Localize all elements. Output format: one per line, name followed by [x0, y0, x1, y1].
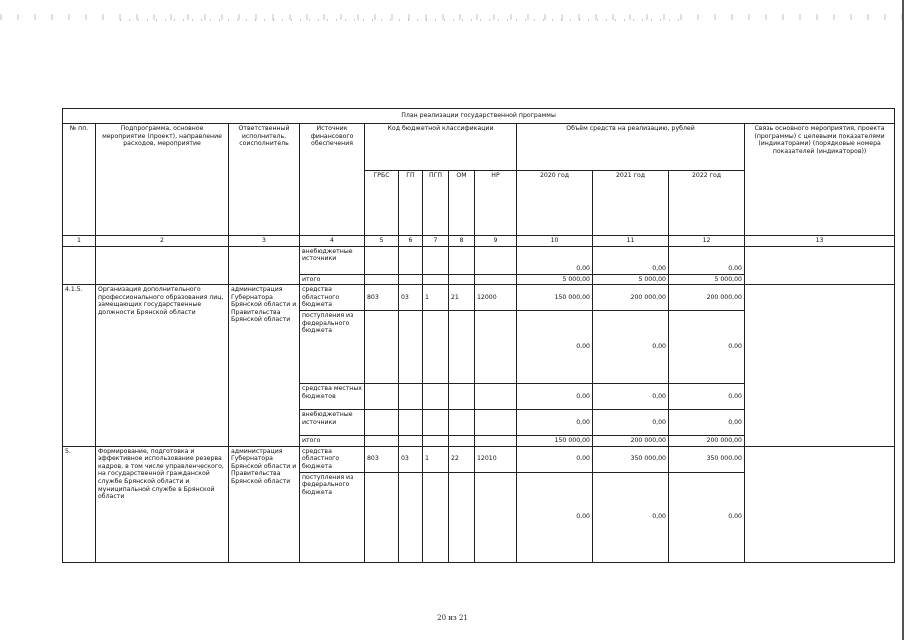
table-row — [63, 246, 895, 274]
column-number: 6 — [399, 236, 423, 247]
column-number: 7 — [423, 236, 449, 247]
header-grbs: ГРБС — [365, 171, 399, 236]
plan-table — [62, 108, 895, 563]
value-2020: 0,00 — [517, 384, 593, 410]
source-cell: итого — [300, 274, 365, 285]
column-number-row — [63, 236, 895, 247]
value-2021: 200 000,00 — [593, 436, 669, 447]
header-subprogram: Подпрограмма, основное мероприятие (проект), направление расходов, мероприятие — [96, 124, 229, 236]
header-nr: НР — [475, 171, 517, 236]
item-number: 5. — [63, 446, 96, 562]
value-2021: 0,00 — [593, 311, 669, 384]
header-2021: 2021 год — [593, 171, 669, 236]
value-2022: 200 000,00 — [669, 285, 745, 311]
value-2022: 0,00 — [669, 311, 745, 384]
page-edge — [902, 0, 904, 640]
om-cell: 22 — [449, 446, 475, 472]
nr-cell: 12000 — [475, 285, 517, 311]
value-2020: 0,00 — [517, 311, 593, 384]
value-2021: 0,00 — [593, 410, 669, 436]
pgp-cell: 1 — [423, 446, 449, 472]
source-cell: внебюджетные источники — [300, 246, 365, 274]
grbs-cell: 803 — [365, 446, 399, 472]
value-2021: 0,00 — [593, 246, 669, 274]
grbs-cell: 803 — [365, 285, 399, 311]
item-title: Организация дополнительного профессионального образования лиц, замещающих государственные должности Брянской области — [96, 285, 229, 447]
header-pgp: ПГП — [423, 171, 449, 236]
value-2020: 0,00 — [517, 446, 593, 472]
header-om: ОМ — [449, 171, 475, 236]
value-2020: 0,00 — [517, 410, 593, 436]
item-responsible: администрация Губернатора Брянской области и Правительства Брянской области — [229, 446, 300, 562]
header-volume: Объём средств на реализацию, рублей — [517, 124, 745, 171]
value-2022: 5 000,00 — [669, 274, 745, 285]
value-2021: 0,00 — [593, 384, 669, 410]
source-cell: поступления из федерального бюджета — [300, 472, 365, 562]
empty-cell — [229, 246, 300, 285]
value-2022: 0,00 — [669, 410, 745, 436]
column-number: 3 — [229, 236, 300, 247]
value-2021: 0,00 — [593, 472, 669, 562]
value-2020: 5 000,00 — [517, 274, 593, 285]
item-responsible: администрация Губернатора Брянской области и Правительства Брянской области — [229, 285, 300, 447]
value-2021: 350 000,00 — [593, 446, 669, 472]
source-cell: внебюджетные источники — [300, 410, 365, 436]
item-title: Формирование, подготовка и эффективное использование резерва кадров, в том числе управленческого, на государственной гражданской службе Брянской области и муниципальной службе в Брянской области — [96, 446, 229, 562]
value-2022: 0,00 — [669, 246, 745, 274]
link-cell — [745, 285, 895, 447]
value-2020: 0,00 — [517, 472, 593, 562]
header-2020: 2020 год — [517, 171, 593, 236]
column-number: 4 — [300, 236, 365, 247]
link-cell — [745, 246, 895, 285]
source-cell: средства областного бюджета — [300, 285, 365, 311]
value-2022: 200 000,00 — [669, 436, 745, 447]
table-row — [63, 285, 895, 311]
pgp-cell: 1 — [423, 285, 449, 311]
header-link: Связь основного мероприятия, проекта (программы) с целевыми показателями (индикаторами) (порядковые номера показателей (индикаторов)) — [745, 124, 895, 236]
value-2022: 0,00 — [669, 384, 745, 410]
empty-cell — [63, 246, 96, 285]
header-gp: ГП — [399, 171, 423, 236]
column-number: 9 — [475, 236, 517, 247]
column-number: 1 — [63, 236, 96, 247]
table-row — [63, 446, 895, 472]
table-title: План реализации государственной программы — [63, 109, 895, 124]
header-2022: 2022 год — [669, 171, 745, 236]
value-2022: 350 000,00 — [669, 446, 745, 472]
header-num: № пп. — [63, 124, 96, 236]
header-source: Источник финансового обеспечения — [300, 124, 365, 236]
scan-artifact — [120, 19, 680, 21]
column-number: 5 — [365, 236, 399, 247]
empty-cell — [96, 246, 229, 285]
source-cell: средства местных бюджетов — [300, 384, 365, 410]
column-number: 10 — [517, 236, 593, 247]
link-cell — [745, 446, 895, 562]
value-2021: 200 000,00 — [593, 285, 669, 311]
header-budget-code: Код бюджетной классификации — [365, 124, 517, 171]
column-number: 13 — [745, 236, 895, 247]
value-2020: 150 000,00 — [517, 436, 593, 447]
column-number: 12 — [669, 236, 745, 247]
source-cell: итого — [300, 436, 365, 447]
om-cell: 21 — [449, 285, 475, 311]
value-2022: 0,00 — [669, 472, 745, 562]
source-cell: средства областного бюджета — [300, 446, 365, 472]
value-2020: 150 000,00 — [517, 285, 593, 311]
column-number: 2 — [96, 236, 229, 247]
value-2021: 5 000,00 — [593, 274, 669, 285]
column-number: 8 — [449, 236, 475, 247]
page-number: 20 из 21 — [437, 614, 468, 622]
nr-cell: 12010 — [475, 446, 517, 472]
value-2020: 0,00 — [517, 246, 593, 274]
column-number: 11 — [593, 236, 669, 247]
item-number: 4.1.5. — [63, 285, 96, 447]
header-responsible: Ответственный исполнитель, соисполнитель — [229, 124, 300, 236]
gp-cell: 03 — [399, 285, 423, 311]
gp-cell: 03 — [399, 446, 423, 472]
source-cell: поступления из федерального бюджета — [300, 311, 365, 384]
